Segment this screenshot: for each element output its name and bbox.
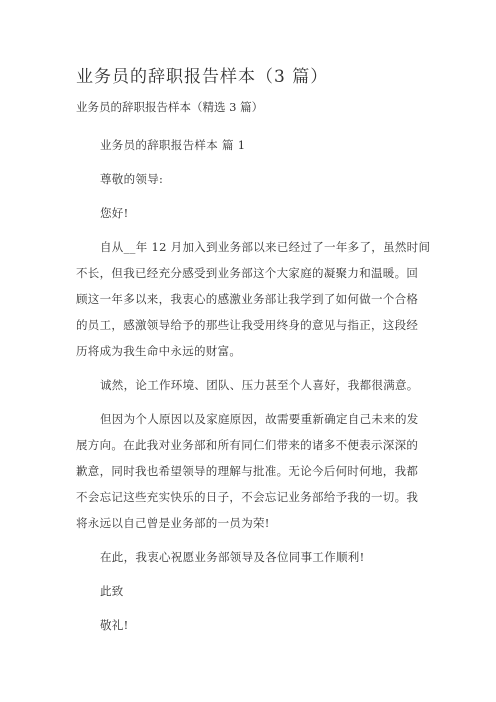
paragraph-line: 历将成为我生命中永远的财富。 [76, 344, 242, 358]
salutation: 尊敬的领导: [100, 172, 164, 186]
paragraph-line: 不长，但我已经充分感受到业务部这个大家庭的凝聚力和温暖。回 [76, 266, 419, 280]
paragraph-line: 自从__年 12 月加入到业务部以来已经过了一年多了，虽然时间 [100, 240, 431, 254]
closing-line: 此致 [100, 584, 124, 598]
paragraph-line: 的员工，感激领导给予的那些让我受用终身的意见与指正，这段经 [76, 318, 419, 332]
paragraph-line: 不会忘记这些充实快乐的日子，不会忘记业务部给予我的一切。我 [76, 490, 419, 504]
closing-line: 敬礼! [100, 618, 129, 632]
paragraph-line: 诚然，论工作环境、团队、压力甚至个人喜好，我都很满意。 [100, 378, 419, 392]
paragraph-line: 展方向。在此我对业务部和所有同仁们带来的诸多不便表示深深的 [76, 438, 419, 452]
document-subtitle: 业务员的辞职报告样本（精选 3 篇） [76, 100, 264, 114]
section-heading: 业务员的辞职报告样本 篇 1 [100, 138, 246, 152]
paragraph-line: 将永远以自己曾是业务部的一员为荣! [76, 516, 270, 530]
paragraph-line: 顾这一年多以来，我衷心的感激业务部让我学到了如何做一个合格 [76, 292, 419, 306]
document-title: 业务员的辞职报告样本（3 篇） [76, 67, 329, 87]
greeting: 您好! [100, 206, 129, 220]
paragraph-line: 歉意，同时我也希望领导的理解与批准。无论今后何时何地，我都 [76, 464, 419, 478]
paragraph-line: 在此，我衷心祝愿业务部领导及各位同事工作顺利! [100, 550, 365, 564]
paragraph-line: 但因为个人原因以及家庭原因，故需要重新确定自己未来的发 [100, 412, 419, 426]
